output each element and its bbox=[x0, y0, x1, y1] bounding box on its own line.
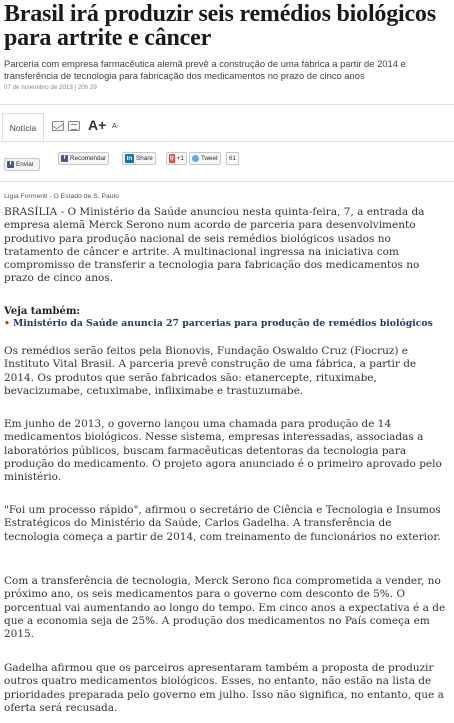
article-toolbar bbox=[0, 113, 454, 141]
google-plus-button[interactable] bbox=[166, 152, 187, 165]
lead-text: Parceria com empresa farmacêutica alemã prevê a construção de uma fábrica a partir de 2014 e transferência de tecnologia para fabricação dos medicamentos no prazo de cinco anos bbox=[4, 58, 406, 81]
tweet-count: 61 bbox=[226, 152, 239, 165]
see-also-link[interactable] bbox=[4, 318, 446, 329]
tweet-button[interactable] bbox=[189, 152, 221, 165]
paragraph: BRASÍLIA - O Ministério da Saúde anunciou nesta quinta-feira, 7, a entrada da empresa alemã Merck Serono num acordo de parceria para desenvolvimento produtivo para produção nacional de seis remédios biológicos usados no tratamento de câncer e artrite. A multinacional ingressa na iniciativa com compromisso de transferir a tecnologia para fabricação dos medicamentos no prazo de cinco anos. bbox=[4, 206, 425, 285]
paragraph: "Foi um processo rápido", afirmou o secretário de Ciência e Tecnologia e Insumos Estratégicos do Ministério da Saúde, Carlos Gadelha. A transferência de tecnologia começa a partir de 2014, com treinamento de funcionários no exterior. bbox=[4, 504, 441, 543]
linkedin-share-button[interactable] bbox=[122, 152, 156, 165]
decrease-font-button[interactable]: A- bbox=[112, 123, 119, 130]
tweet-label: Tweet bbox=[201, 155, 218, 162]
send-label: Enviar bbox=[16, 161, 34, 168]
linkedin-icon: in bbox=[126, 155, 133, 162]
google-plus-icon: g bbox=[170, 155, 174, 161]
print-icon[interactable] bbox=[68, 121, 80, 131]
linkedin-share-label: Share bbox=[136, 155, 153, 162]
bullet-icon: • bbox=[4, 318, 10, 329]
recommend-label: Recomendar bbox=[70, 155, 107, 162]
paragraph: Os remédios serão feitos pela Bionovis, Fundação Oswaldo Cruz (Fiocruz) e Instituto Vital Brasil. A parceria prevê construção de uma fábrica, a partir de 2014. Os produtos que serão fabricados são: etanercepte, rituximabe, bevacizumabe, cetuximabe, infliximabe e trastuzumabe. bbox=[4, 345, 417, 397]
divider bbox=[0, 141, 454, 142]
facebook-send-button[interactable] bbox=[4, 158, 40, 171]
email-icon[interactable] bbox=[52, 121, 64, 131]
share-bar bbox=[0, 150, 454, 172]
see-also-link-text[interactable]: Ministério da Saúde anuncia 27 parcerias para produção de remédios biológicos bbox=[12, 318, 433, 329]
see-also-heading: Veja também: bbox=[4, 306, 81, 317]
dateline: 07 de novembro de 2013 | 20h 29 bbox=[4, 84, 97, 91]
increase-font-button[interactable]: A+ bbox=[88, 117, 107, 133]
tab-noticia[interactable]: Notícia bbox=[2, 113, 44, 141]
plus-one-label: +1 bbox=[176, 155, 184, 162]
paragraph: Com a transferência de tecnologia, Merck Serono fica comprometida a vender, no próximo ano, os seis medicamentos para o governo com desconto de 5%. O porcentual vai aumentando ao longo do tempo. Em cinco anos a expectativa é a de que a economia seja de 25%. A produção dos medicamentos no País começa em 2015. bbox=[4, 575, 446, 641]
divider bbox=[0, 104, 454, 105]
headline: Brasil irá produzir seis remédios biológicos para artrite e câncer bbox=[4, 1, 436, 51]
paragraph: Em junho de 2013, o governo lançou uma chamada para produção de 14 medicamentos biológicos. Nesse sistema, empresas interessadas, associadas a laboratórios públicos, buscam farmacêuticas detentoras da tecnologia para produção do medicamento. O projeto agora anunciado é o primeiro aprovado pelo ministério. bbox=[4, 418, 442, 484]
paragraph: Gadelha afirmou que os parceiros apresentaram também a proposta de produzir outros quatro medicamentos biológicos. Esses, no entanto, não estão na lista de prioridades preparada pelo governo em julho. Isso não significa, no entanto, que a oferta será recusada. bbox=[4, 662, 444, 714]
byline: Lígia Formenti - O Estado de S. Paulo bbox=[4, 193, 119, 200]
facebook-icon: f bbox=[61, 155, 68, 162]
divider bbox=[0, 181, 454, 182]
twitter-icon bbox=[192, 155, 199, 162]
facebook-icon: f bbox=[7, 161, 14, 168]
facebook-recommend-button[interactable] bbox=[58, 152, 109, 165]
